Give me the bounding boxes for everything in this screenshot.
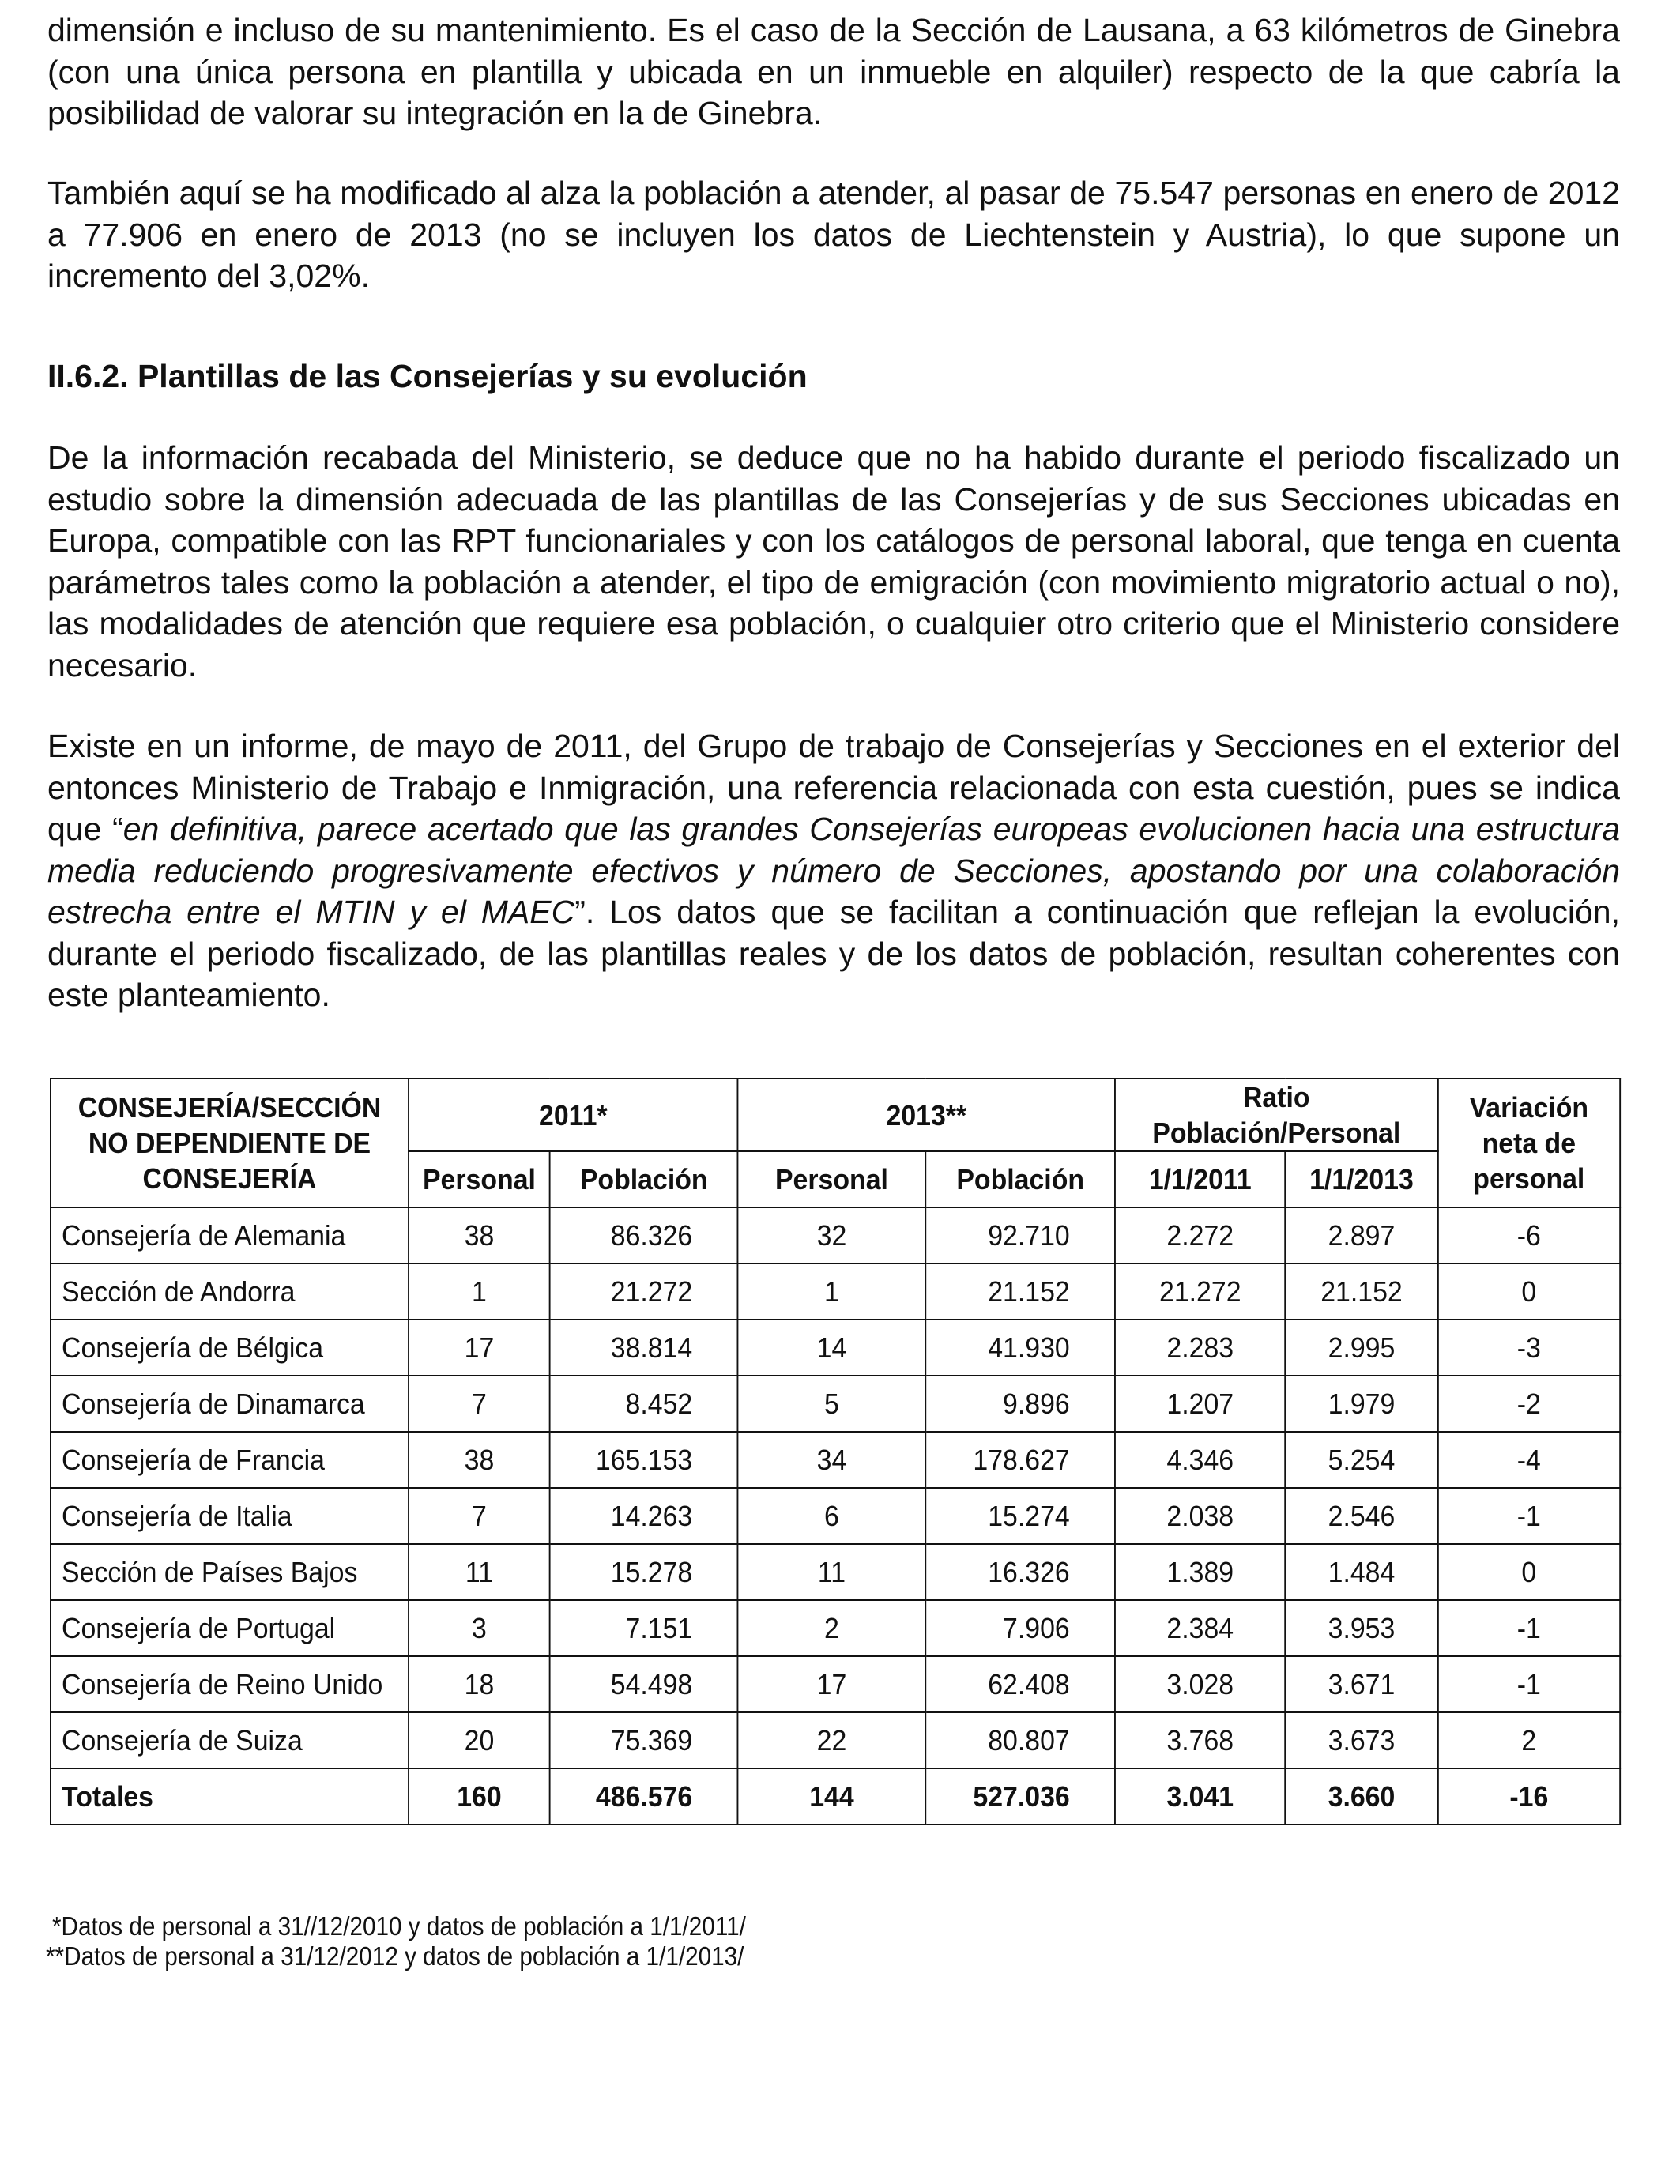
cell-ratio-2011: 3.041 bbox=[1115, 1768, 1285, 1824]
cell-ratio-2013: 2.546 bbox=[1285, 1488, 1437, 1544]
cell-personal-2011: 20 bbox=[409, 1712, 550, 1768]
cell-poblacion-2011: 21.272 bbox=[550, 1263, 738, 1320]
table-header-row bbox=[51, 1079, 1620, 1151]
cell-poblacion-2011: 14.263 bbox=[550, 1488, 738, 1544]
cell-poblacion-2013: 62.408 bbox=[925, 1656, 1115, 1712]
cell-ratio-2011: 1.207 bbox=[1115, 1376, 1285, 1432]
cell-personal-2013: 6 bbox=[738, 1488, 926, 1544]
table-row bbox=[51, 1488, 1620, 1544]
cell-personal-2013: 11 bbox=[738, 1544, 926, 1600]
cell-poblacion-2011: 7.151 bbox=[550, 1600, 738, 1656]
cell-poblacion-2011: 15.278 bbox=[550, 1544, 738, 1600]
cell-name: Consejería de Bélgica bbox=[51, 1320, 409, 1376]
cell-personal-2013: 14 bbox=[738, 1320, 926, 1376]
cell-personal-2013: 34 bbox=[738, 1432, 926, 1488]
cell-personal-2011: 38 bbox=[409, 1207, 550, 1263]
cell-ratio-2011: 2.283 bbox=[1115, 1320, 1285, 1376]
cell-ratio-2011: 2.384 bbox=[1115, 1600, 1285, 1656]
cell-personal-2011: 17 bbox=[409, 1320, 550, 1376]
table-row bbox=[51, 1600, 1620, 1656]
cell-variation: -3 bbox=[1437, 1320, 1620, 1376]
table-row bbox=[51, 1376, 1620, 1432]
cell-ratio-2011: 2.272 bbox=[1115, 1207, 1285, 1263]
cell-personal-2011: 38 bbox=[409, 1432, 550, 1488]
cell-personal-2013: 1 bbox=[738, 1263, 926, 1320]
cell-ratio-2013: 3.673 bbox=[1285, 1712, 1437, 1768]
cell-personal-2013: 144 bbox=[738, 1768, 926, 1824]
cell-variation: -2 bbox=[1437, 1376, 1620, 1432]
header-personal-2013: Personal bbox=[738, 1151, 926, 1207]
header-poblacion-2013: Población bbox=[925, 1151, 1115, 1207]
cell-name: Consejería de Portugal bbox=[51, 1600, 409, 1656]
cell-personal-2011: 11 bbox=[409, 1544, 550, 1600]
paragraph-informe-grupo-trabajo bbox=[47, 725, 1620, 1016]
cell-ratio-2013: 1.979 bbox=[1285, 1376, 1437, 1432]
cell-variation: -16 bbox=[1437, 1768, 1620, 1824]
cell-personal-2011: 3 bbox=[409, 1600, 550, 1656]
cell-name: Consejería de Reino Unido bbox=[51, 1656, 409, 1712]
cell-name: Totales bbox=[51, 1768, 409, 1824]
header-ratio-2013: 1/1/2013 bbox=[1285, 1151, 1437, 1207]
cell-name: Consejería de Suiza bbox=[51, 1712, 409, 1768]
paragraph-estudio-plantillas: De la información recabada del Ministerio, se deduce que no ha habido durante el periodo fiscalizado un estudio sobre la dimensión adecuada de las plantillas de las Consejerías y de sus Secciones ubicadas en Europa, compatible con las RPT funcionariales y con los catálogos de personal laboral, que tenga en cuenta parámetros tales como la población a atender, el tipo de emigración (con movimiento migratorio actual o no), las modalidades de atención que requiere esa población, o cualquier otro criterio que el Ministerio considere necesario. bbox=[47, 439, 1620, 683]
cell-ratio-2011: 3.028 bbox=[1115, 1656, 1285, 1712]
section-heading: II.6.2. Plantillas de las Consejerías y su evolución bbox=[47, 358, 808, 394]
table-body bbox=[51, 1207, 1620, 1824]
cell-name: Sección de Andorra bbox=[51, 1263, 409, 1320]
cell-ratio-2011: 1.389 bbox=[1115, 1544, 1285, 1600]
table-row bbox=[51, 1320, 1620, 1376]
cell-ratio-2011: 2.038 bbox=[1115, 1488, 1285, 1544]
cell-personal-2013: 5 bbox=[738, 1376, 926, 1432]
cell-poblacion-2013: 178.627 bbox=[925, 1432, 1115, 1488]
paragraph-text-part: ”. Los datos que se facilitan a continuación que reflejan la evolución, durante el periodo fiscalizado, de las plantillas reales y de los datos de población, resultan coherentes con este planteamiento. bbox=[47, 894, 1620, 1013]
cell-poblacion-2013: 16.326 bbox=[925, 1544, 1115, 1600]
cell-ratio-2013: 21.152 bbox=[1285, 1263, 1437, 1320]
plantillas-table bbox=[50, 1078, 1621, 1825]
cell-ratio-2013: 3.671 bbox=[1285, 1656, 1437, 1712]
cell-variation: 0 bbox=[1437, 1544, 1620, 1600]
table-row bbox=[51, 1656, 1620, 1712]
cell-poblacion-2013: 9.896 bbox=[925, 1376, 1115, 1432]
cell-ratio-2011: 4.346 bbox=[1115, 1432, 1285, 1488]
cell-variation: 2 bbox=[1437, 1712, 1620, 1768]
cell-poblacion-2011: 54.498 bbox=[550, 1656, 738, 1712]
paragraph-lausana: dimensión e incluso de su mantenimiento. Es el caso de la Sección de Lausana, a 63 kilómetros de Ginebra (con una única persona en plantilla y ubicada en un inmueble en alquiler) respecto de la que cabría la posibilidad de valorar su integración en la de Ginebra. bbox=[47, 12, 1620, 131]
cell-name: Consejería de Alemania bbox=[51, 1207, 409, 1263]
cell-poblacion-2011: 86.326 bbox=[550, 1207, 738, 1263]
cell-name: Consejería de Francia bbox=[51, 1432, 409, 1488]
cell-name: Sección de Países Bajos bbox=[51, 1544, 409, 1600]
cell-personal-2013: 2 bbox=[738, 1600, 926, 1656]
cell-poblacion-2011: 165.153 bbox=[550, 1432, 738, 1488]
cell-personal-2011: 18 bbox=[409, 1656, 550, 1712]
header-category: CONSEJERÍA/SECCIÓN NO DEPENDIENTE DE CONSEJERÍA bbox=[51, 1079, 409, 1207]
cell-personal-2013: 32 bbox=[738, 1207, 926, 1263]
cell-personal-2011: 7 bbox=[409, 1488, 550, 1544]
cell-personal-2011: 7 bbox=[409, 1376, 550, 1432]
cell-personal-2013: 22 bbox=[738, 1712, 926, 1768]
table-row bbox=[51, 1432, 1620, 1488]
cell-personal-2011: 160 bbox=[409, 1768, 550, 1824]
cell-name: Consejería de Dinamarca bbox=[51, 1376, 409, 1432]
cell-ratio-2013: 5.254 bbox=[1285, 1432, 1437, 1488]
header-poblacion-2011: Población bbox=[550, 1151, 738, 1207]
cell-poblacion-2013: 80.807 bbox=[925, 1712, 1115, 1768]
cell-poblacion-2011: 75.369 bbox=[550, 1712, 738, 1768]
cell-poblacion-2013: 527.036 bbox=[925, 1768, 1115, 1824]
footnote-2011: *Datos de personal a 31//12/2010 y datos de población a 1/1/2011/ bbox=[52, 1911, 746, 1941]
table-row bbox=[51, 1544, 1620, 1600]
cell-variation: 0 bbox=[1437, 1263, 1620, 1320]
footnote-2013: **Datos de personal a 31/12/2012 y datos de población a 1/1/2013/ bbox=[46, 1941, 744, 1971]
cell-variation: -1 bbox=[1437, 1488, 1620, 1544]
cell-poblacion-2011: 486.576 bbox=[550, 1768, 738, 1824]
cell-variation: -1 bbox=[1437, 1656, 1620, 1712]
cell-poblacion-2013: 92.710 bbox=[925, 1207, 1115, 1263]
header-ratio: Ratio Población/Personal bbox=[1115, 1079, 1437, 1151]
cell-variation: -6 bbox=[1437, 1207, 1620, 1263]
cell-variation: -1 bbox=[1437, 1600, 1620, 1656]
table-row bbox=[51, 1712, 1620, 1768]
cell-ratio-2013: 3.953 bbox=[1285, 1600, 1437, 1656]
cell-poblacion-2011: 38.814 bbox=[550, 1320, 738, 1376]
cell-poblacion-2013: 21.152 bbox=[925, 1263, 1115, 1320]
paragraph-poblacion-suiza: También aquí se ha modificado al alza la población a atender, al pasar de 75.547 personas en enero de 2012 a 77.906 en enero de 2013 (no se incluyen los datos de Liechtenstein y Austria), lo que supone un incremento del 3,02%. bbox=[47, 175, 1620, 294]
paragraph-text-part: Existe en un informe, de mayo de 2011, del Grupo de trabajo de Consejerías y Secciones en el exterior del entonces Ministerio de Trabajo e Inmigración, una referencia relacionada con esta cuestión, pues se indica que “ bbox=[47, 728, 1620, 847]
cell-personal-2011: 1 bbox=[409, 1263, 550, 1320]
cell-poblacion-2013: 41.930 bbox=[925, 1320, 1115, 1376]
header-2013: 2013** bbox=[738, 1079, 1115, 1151]
cell-name: Consejería de Italia bbox=[51, 1488, 409, 1544]
cell-ratio-2011: 3.768 bbox=[1115, 1712, 1285, 1768]
header-personal-2011: Personal bbox=[409, 1151, 550, 1207]
cell-ratio-2013: 1.484 bbox=[1285, 1544, 1437, 1600]
cell-ratio-2013: 3.660 bbox=[1285, 1768, 1437, 1824]
cell-ratio-2013: 2.897 bbox=[1285, 1207, 1437, 1263]
cell-variation: -4 bbox=[1437, 1432, 1620, 1488]
header-variation: Variación neta de personal bbox=[1437, 1079, 1620, 1207]
cell-personal-2013: 17 bbox=[738, 1656, 926, 1712]
table-row bbox=[51, 1207, 1620, 1263]
cell-poblacion-2013: 15.274 bbox=[925, 1488, 1115, 1544]
cell-ratio-2011: 21.272 bbox=[1115, 1263, 1285, 1320]
italic-quote: en definitiva, parece acertado que las grandes Consejerías europeas evolucionen hacia una estructura media reduciendo progresivamente efectivos y número de Secciones, apostando por una colaboración estrecha entre el MTIN y el MAEC bbox=[47, 811, 1620, 930]
table-totals-row bbox=[51, 1768, 1620, 1824]
cell-poblacion-2011: 8.452 bbox=[550, 1376, 738, 1432]
header-ratio-2011: 1/1/2011 bbox=[1115, 1151, 1285, 1207]
cell-ratio-2013: 2.995 bbox=[1285, 1320, 1437, 1376]
table-row bbox=[51, 1263, 1620, 1320]
header-2011: 2011* bbox=[409, 1079, 738, 1151]
cell-poblacion-2013: 7.906 bbox=[925, 1600, 1115, 1656]
